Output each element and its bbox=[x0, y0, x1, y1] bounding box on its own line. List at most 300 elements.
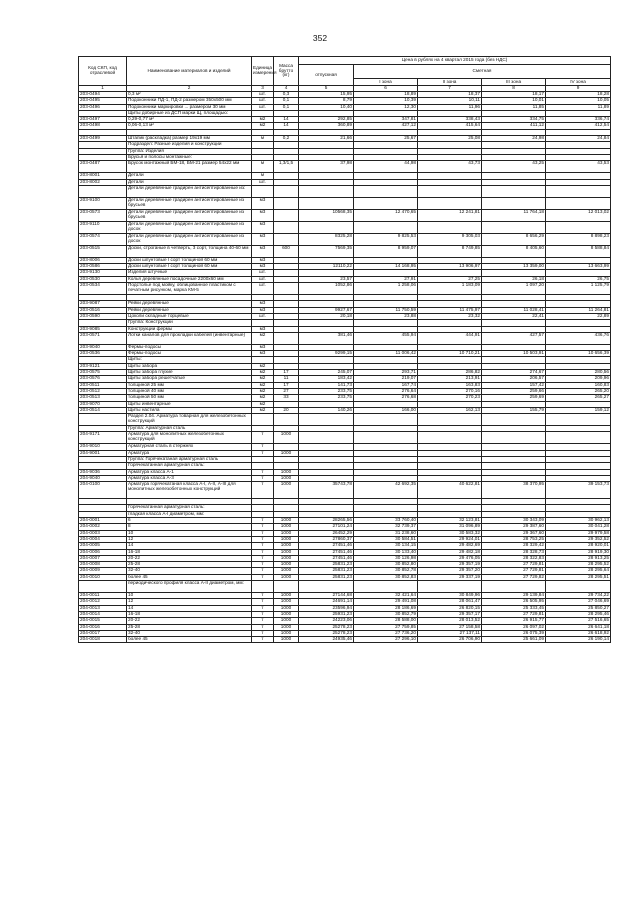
cell-code: 204-0012 bbox=[79, 599, 127, 605]
cell-code: 203-8001 bbox=[79, 173, 127, 179]
cell-code: 203-0497 bbox=[79, 117, 127, 123]
cell-price-otpusk: 1052,86 bbox=[299, 283, 354, 295]
cell-name: 20-22 bbox=[127, 555, 252, 561]
cell-price-otpusk: 9299,15 bbox=[299, 351, 354, 357]
cell-price-otpusk: 25278,23 bbox=[299, 630, 354, 636]
table-row bbox=[79, 283, 611, 295]
cell-price-zone-1: 12 470,65 bbox=[354, 209, 418, 221]
cell-price-zone-2: 9 305,03 bbox=[418, 233, 482, 245]
cell-name: Фермы-подосы bbox=[127, 351, 252, 357]
cell-name: 0,06-0,13 м² bbox=[127, 123, 252, 129]
header-unit: Единица измерения bbox=[252, 57, 274, 86]
cell-price-zone-4: 30 962,13 bbox=[546, 518, 611, 524]
cell-code: 203-0494 bbox=[79, 92, 127, 98]
cell-unit: м bbox=[252, 136, 274, 142]
cell-price-zone-2: 415,64 bbox=[418, 123, 482, 129]
cell-name: 25-28 bbox=[127, 624, 252, 630]
cell-price-zone-2: 444,91 bbox=[418, 332, 482, 344]
cell-mass bbox=[274, 233, 299, 245]
cell-unit: м3 bbox=[252, 197, 274, 209]
cell-mass: 0,1 bbox=[274, 104, 299, 110]
cell-price-zone-3: 24,98 bbox=[482, 136, 546, 142]
cell-name: Группа: Арматурная сталь bbox=[127, 426, 252, 432]
header-zone-2: II зона bbox=[418, 79, 482, 86]
cell-name: 0,29-0,77 м² bbox=[127, 117, 252, 123]
cell-price-zone-2: 11 475,97 bbox=[418, 307, 482, 313]
cell-price-zone-3: 28 328,73 bbox=[482, 549, 546, 555]
cell-name: 12 bbox=[127, 536, 252, 542]
cell-name: Брусья и полосы монтажные: bbox=[127, 154, 252, 160]
cell-unit: м2 bbox=[252, 395, 274, 401]
cell-price-zone-1: 30 584,51 bbox=[354, 536, 418, 542]
cell-unit: т bbox=[252, 593, 274, 599]
cell-code: 203-9121 bbox=[79, 363, 127, 369]
cell-price-zone-4: 43,53 bbox=[546, 161, 611, 173]
cell-mass: 1000 bbox=[274, 637, 299, 643]
cell-price-zone-4: 436,76 bbox=[546, 332, 611, 344]
cell-name: Рейки деревянные bbox=[127, 307, 252, 313]
cell-price-zone-4: 160,83 bbox=[546, 382, 611, 388]
cell-price-zone-4: 29 979,58 bbox=[546, 530, 611, 536]
cell-name: Арматура класса А-1 bbox=[127, 469, 252, 475]
cell-code: 204-0001 bbox=[79, 518, 127, 524]
cell-price-zone-3: 206,57 bbox=[482, 376, 546, 382]
cell-price-zone-3: 1 097,20 bbox=[482, 283, 546, 295]
cell-price-zone-2: 29 337,19 bbox=[418, 574, 482, 580]
cell-price-zone-2: 25,08 bbox=[418, 136, 482, 142]
cell-price-zone-1: 30 852,80 bbox=[354, 562, 418, 568]
cell-price-otpusk: 9927,67 bbox=[299, 307, 354, 313]
cell-name: 16-18 bbox=[127, 549, 252, 555]
cell-unit: т bbox=[252, 475, 274, 481]
cell-price-zone-2: 31 096,89 bbox=[418, 524, 482, 530]
cell-price-otpusk: 24691,14 bbox=[299, 599, 354, 605]
cell-mass bbox=[274, 221, 299, 233]
cell-price-zone-1: 30 852,78 bbox=[354, 568, 418, 574]
cell-mass bbox=[274, 209, 299, 221]
cell-code: 204-9001 bbox=[79, 450, 127, 456]
header-zone-4: IV зона bbox=[546, 79, 611, 86]
cell-price-otpusk: 25831,23 bbox=[299, 568, 354, 574]
cell-price-zone-3: 27 729,81 bbox=[482, 562, 546, 568]
column-number: 2 bbox=[127, 86, 252, 92]
cell-price-zone-3: 259,66 bbox=[482, 388, 546, 394]
column-number: 8 bbox=[482, 86, 546, 92]
cell-price-otpusk: 381,46 bbox=[299, 332, 354, 344]
cell-code: 203-0499 bbox=[79, 136, 127, 142]
cell-price-zone-1: 29 491,08 bbox=[354, 599, 418, 605]
cell-price-zone-3 bbox=[482, 414, 546, 426]
column-number: 5 bbox=[299, 86, 354, 92]
cell-mass: 1000 bbox=[274, 555, 299, 561]
cell-code: 204-0011 bbox=[79, 593, 127, 599]
cell-price-zone-2: 26 706,90 bbox=[418, 637, 482, 643]
cell-price-zone-1 bbox=[354, 581, 418, 593]
cell-name: Арматура для монолитных железобетонных конструкций bbox=[127, 432, 252, 444]
cell-price-otpusk: 23596,94 bbox=[299, 605, 354, 611]
cell-price-zone-2: 11,96 bbox=[418, 104, 482, 110]
cell-code: 203-0574 bbox=[79, 233, 127, 245]
cell-name: Детали bbox=[127, 179, 252, 185]
cell-name: Штапик (раскладка) размер 19х19 мм bbox=[127, 136, 252, 142]
cell-name: 10 bbox=[127, 530, 252, 536]
cell-name: Цоколи складные торцевые bbox=[127, 313, 252, 319]
cell-mass bbox=[274, 283, 299, 295]
cell-name: Арматурная сталь в стержнях bbox=[127, 444, 252, 450]
cell-unit: т bbox=[252, 555, 274, 561]
cell-code: 203-9087 bbox=[79, 301, 127, 307]
cell-price-otpusk: 28265,56 bbox=[299, 518, 354, 524]
cell-price-zone-3: 427,57 bbox=[482, 332, 546, 344]
cell-price-zone-3: 26 075,39 bbox=[482, 630, 546, 636]
cell-price-zone-2: 1 183,09 bbox=[418, 283, 482, 295]
cell-name: толщиной 25 мм bbox=[127, 382, 252, 388]
cell-unit bbox=[252, 414, 274, 426]
cell-price-zone-2: 40 622,81 bbox=[418, 482, 482, 499]
cell-price-otpusk: 23,57 bbox=[299, 276, 354, 282]
cell-price-zone-1: 10,39 bbox=[354, 98, 418, 104]
cell-name: периодического профиля класса А-II диаметром, мм: bbox=[127, 581, 252, 593]
cell-price-zone-4: 11 264,81 bbox=[546, 307, 611, 313]
cell-mass: 1000 bbox=[274, 482, 299, 499]
cell-price-zone-1 bbox=[354, 197, 418, 209]
cell-price-otpusk: 25831,23 bbox=[299, 574, 354, 580]
cell-code: 203-8006 bbox=[79, 257, 127, 263]
cell-price-zone-2 bbox=[418, 414, 482, 426]
cell-price-zone-4: 209,96 bbox=[546, 376, 611, 382]
cell-price-zone-2: 26 820,15 bbox=[418, 605, 482, 611]
cell-mass: 14 bbox=[274, 123, 299, 129]
cell-name: 25-28 bbox=[127, 562, 252, 568]
cell-price-zone-1: 276,68 bbox=[354, 395, 418, 401]
column-number: 9 bbox=[546, 86, 611, 92]
cell-name: Щиты настила bbox=[127, 407, 252, 413]
cell-price-otpusk: 7569,35 bbox=[299, 245, 354, 257]
cell-code: 204-9171 bbox=[79, 432, 127, 444]
cell-price-zone-4: 39 153,73 bbox=[546, 482, 611, 499]
cell-price-zone-4: 27 046,69 bbox=[546, 599, 611, 605]
cell-unit bbox=[252, 581, 274, 593]
cell-price-otpusk: 10,40 bbox=[299, 104, 354, 110]
cell-price-zone-4: 8 588,84 bbox=[546, 245, 611, 257]
cell-price-zone-2: 29 924,01 bbox=[418, 536, 482, 542]
cell-price-zone-3: 29 367,60 bbox=[482, 530, 546, 536]
cell-price-zone-2: 18,37 bbox=[418, 92, 482, 98]
cell-price-zone-3: 43,25 bbox=[482, 161, 546, 173]
cell-price-zone-4: 28 295,64 bbox=[546, 568, 611, 574]
cell-price-zone-2: 30 849,96 bbox=[418, 593, 482, 599]
cell-price-zone-4: 24,84 bbox=[546, 136, 611, 142]
cell-price-zone-1: 11 006,42 bbox=[354, 351, 418, 357]
cell-price-zone-2: 29 357,19 bbox=[418, 562, 482, 568]
cell-code: 204-0008 bbox=[79, 562, 127, 568]
cell-code: 203-9110 bbox=[79, 221, 127, 233]
cell-price-otpusk: 24223,06 bbox=[299, 618, 354, 624]
cell-code: 204-0006 bbox=[79, 549, 127, 555]
cell-unit: т bbox=[252, 562, 274, 568]
cell-name: Щиты забора глухие bbox=[127, 370, 252, 376]
cell-code: 203-0498 bbox=[79, 123, 127, 129]
cell-unit: т bbox=[252, 630, 274, 636]
cell-mass: 0,3 bbox=[274, 92, 299, 98]
cell-unit: м3 bbox=[252, 326, 274, 332]
cell-name: более 45 bbox=[127, 637, 252, 643]
cell-price-zone-3: 274,67 bbox=[482, 370, 546, 376]
cell-price-otpusk: 233,75 bbox=[299, 388, 354, 394]
cell-mass: 1000 bbox=[274, 599, 299, 605]
cell-code: 204-0015 bbox=[79, 618, 127, 624]
cell-name: Щиты забора решетчатые bbox=[127, 376, 252, 382]
cell-code: 203-0571 bbox=[79, 332, 127, 344]
cell-name: 16-18 bbox=[127, 611, 252, 617]
cell-unit: т bbox=[252, 432, 274, 444]
cell-name: 8 bbox=[127, 524, 252, 530]
cell-price-zone-4 bbox=[546, 221, 611, 233]
cell-price-zone-3: 27 729,81 bbox=[482, 568, 546, 574]
cell-price-zone-2: 10 710,21 bbox=[418, 351, 482, 357]
cell-price-zone-4: 25 850,27 bbox=[546, 605, 611, 611]
cell-price-zone-1: 27,91 bbox=[354, 276, 418, 282]
cell-code: 204-0013 bbox=[79, 605, 127, 611]
cell-unit: шт. bbox=[252, 104, 274, 110]
cell-price-zone-4 bbox=[546, 414, 611, 426]
cell-price-zone-1: 167,74 bbox=[354, 382, 418, 388]
cell-name: Раздел 2.04. Арматура товарная для железобетонных конструкций bbox=[127, 414, 252, 426]
table-row bbox=[79, 185, 611, 197]
cell-price-zone-3: 334,75 bbox=[482, 117, 546, 123]
cell-price-zone-2: 28 061,47 bbox=[418, 599, 482, 605]
cell-price-zone-1 bbox=[354, 221, 418, 233]
cell-unit: м2 bbox=[252, 363, 274, 369]
cell-price-zone-3: 157,42 bbox=[482, 382, 546, 388]
cell-price-otpusk: 8,79 bbox=[299, 98, 354, 104]
cell-price-zone-4: 26 190,14 bbox=[546, 637, 611, 643]
header-mass: Масса брутто (кг) bbox=[274, 57, 299, 86]
cell-code: 204-0005 bbox=[79, 543, 127, 549]
cell-mass: 1000 bbox=[274, 593, 299, 599]
cell-price-zone-1: 8 959,07 bbox=[354, 245, 418, 257]
page-number: 352 bbox=[312, 33, 328, 43]
cell-code: 204-0010 bbox=[79, 574, 127, 580]
cell-price-otpusk bbox=[299, 197, 354, 209]
cell-mass bbox=[274, 332, 299, 344]
cell-price-otpusk: 292,85 bbox=[299, 117, 354, 123]
cell-price-zone-1: 219,07 bbox=[354, 376, 418, 382]
cell-unit: м2 bbox=[252, 407, 274, 413]
cell-price-otpusk: 245,07 bbox=[299, 370, 354, 376]
cell-unit: т bbox=[252, 543, 274, 549]
cell-price-zone-1: 30 133,40 bbox=[354, 549, 418, 555]
cell-price-zone-2: 29 482,18 bbox=[418, 549, 482, 555]
cell-price-zone-1: 347,81 bbox=[354, 117, 418, 123]
cell-price-zone-1: 1 258,06 bbox=[354, 283, 418, 295]
cell-price-zone-3: 26 097,02 bbox=[482, 624, 546, 630]
cell-code: 203-0573 bbox=[79, 209, 127, 221]
cell-price-zone-4: 1 125,79 bbox=[546, 283, 611, 295]
table-header bbox=[79, 57, 611, 92]
cell-price-zone-2: 162,13 bbox=[418, 407, 482, 413]
cell-name: Горячекатанная арматурная сталь: bbox=[127, 463, 252, 469]
table-row bbox=[79, 482, 611, 499]
cell-name: Подоконники ПД-1, ПД-2 размером 350х500 мм bbox=[127, 98, 252, 104]
cell-name: Подоконники маркировки ... размером 30 мм bbox=[127, 104, 252, 110]
cell-price-zone-4: 8 898,23 bbox=[546, 233, 611, 245]
cell-name: Детали деревянные градирен антисептированные из досок bbox=[127, 221, 252, 233]
cell-name: 10 bbox=[127, 593, 252, 599]
cell-code: 203-0487 bbox=[79, 161, 127, 173]
cell-price-zone-1: 44,98 bbox=[354, 161, 418, 173]
cell-price-zone-2: 29 357,17 bbox=[418, 611, 482, 617]
cell-name: Группа: Конструкции bbox=[127, 320, 252, 326]
header-zone-3: III зона bbox=[482, 79, 546, 86]
cell-price-otpusk: 183,42 bbox=[299, 376, 354, 382]
cell-unit: т bbox=[252, 444, 274, 450]
cell-price-zone-3: 25 333,45 bbox=[482, 605, 546, 611]
cell-price-zone-3: 22,41 bbox=[482, 313, 546, 319]
cell-name: Арматура горячекатаная класса А-I, А-II, А-III для монолитных железобетонных конструкций bbox=[127, 482, 252, 499]
cell-name: Подраздел: Разные изделия и конструкции bbox=[127, 142, 252, 148]
cell-price-otpusk: 15,95 bbox=[299, 92, 354, 98]
cell-price-zone-4: 26 618,92 bbox=[546, 630, 611, 636]
cell-unit: т bbox=[252, 568, 274, 574]
cell-name: Конструкции фермы bbox=[127, 326, 252, 332]
table-row bbox=[79, 197, 611, 209]
cell-price-otpusk: 8325,28 bbox=[299, 233, 354, 245]
cell-name: Колья деревянные посадочные 2200х60 мм bbox=[127, 276, 252, 282]
cell-code: 204-9010 bbox=[79, 444, 127, 450]
cell-unit: т bbox=[252, 469, 274, 475]
cell-name: более 45 bbox=[127, 574, 252, 580]
cell-unit: т bbox=[252, 482, 274, 499]
cell-name: Детали деревянные градирен антисептированные из брусьев bbox=[127, 197, 252, 209]
cell-price-zone-1: 427,12 bbox=[354, 123, 418, 129]
header-price-group: Цена в рублях на 4 квартал 2015 года (без НДС) bbox=[299, 57, 611, 65]
cell-mass: 20 bbox=[274, 407, 299, 413]
cell-price-otpusk bbox=[299, 221, 354, 233]
cell-code: 204-0014 bbox=[79, 611, 127, 617]
cell-name: 20-22 bbox=[127, 618, 252, 624]
cell-unit: т bbox=[252, 530, 274, 536]
cell-name: 12 bbox=[127, 599, 252, 605]
cell-name: Горячекатанная арматурная сталь: bbox=[127, 505, 252, 511]
cell-price-zone-3: 8 656,29 bbox=[482, 233, 546, 245]
cell-price-zone-2: 30 583,32 bbox=[418, 530, 482, 536]
cell-name: Подстолье под мойку, облицованное пластиком с печатным рисунком, марка КМ-5 bbox=[127, 283, 252, 295]
cell-price-zone-3: 30 343,09 bbox=[482, 518, 546, 524]
cell-price-zone-3: 29 387,60 bbox=[482, 524, 546, 530]
cell-unit: шт. bbox=[252, 179, 274, 185]
column-number: 3 bbox=[252, 86, 274, 92]
cell-price-zone-4: 28 913,25 bbox=[546, 555, 611, 561]
cell-name: 14 bbox=[127, 605, 252, 611]
cell-name: Детали деревянные градирен антисептированные из: bbox=[127, 185, 252, 197]
cell-price-otpusk bbox=[299, 432, 354, 444]
cell-price-zone-3: 26,18 bbox=[482, 276, 546, 282]
cell-price-zone-2: 10,11 bbox=[418, 98, 482, 104]
table-row bbox=[79, 332, 611, 344]
cell-mass: 1000 bbox=[274, 562, 299, 568]
cell-mass: 33 bbox=[274, 395, 299, 401]
cell-code: 203-0516 bbox=[79, 307, 127, 313]
cell-unit: м3 bbox=[252, 264, 274, 270]
price-table bbox=[78, 56, 611, 643]
cell-unit bbox=[252, 185, 274, 197]
cell-price-otpusk: 27144,68 bbox=[299, 593, 354, 599]
cell-unit: м2 bbox=[252, 123, 274, 129]
cell-code: 203-0495 bbox=[79, 98, 127, 104]
cell-mass: 17 bbox=[274, 370, 299, 376]
cell-mass: 1000 bbox=[274, 618, 299, 624]
cell-price-zone-2 bbox=[418, 185, 482, 197]
cell-mass: 1000 bbox=[274, 574, 299, 580]
cell-price-otpusk: 27451,46 bbox=[299, 543, 354, 549]
cell-unit: м2 bbox=[252, 382, 274, 388]
cell-mass: 1000 bbox=[274, 568, 299, 574]
cell-code: 204-9036 bbox=[79, 469, 127, 475]
cell-price-zone-3: 18,17 bbox=[482, 92, 546, 98]
cell-price-zone-4: 159,12 bbox=[546, 407, 611, 413]
cell-price-zone-1: 42 692,35 bbox=[354, 482, 418, 499]
cell-mass: 1000 bbox=[274, 605, 299, 611]
cell-code bbox=[79, 185, 127, 197]
cell-price-zone-2: 27 158,58 bbox=[418, 624, 482, 630]
cell-code: 204-0004 bbox=[79, 536, 127, 542]
cell-mass: 27 bbox=[274, 388, 299, 394]
cell-code: 203-9070 bbox=[79, 401, 127, 407]
cell-price-zone-1: 33 760,40 bbox=[354, 518, 418, 524]
cell-price-zone-2: 270,23 bbox=[418, 395, 482, 401]
table-body bbox=[79, 92, 611, 643]
cell-price-zone-2: 8 749,85 bbox=[418, 245, 482, 257]
table-row bbox=[79, 221, 611, 233]
cell-name: Щиты: bbox=[127, 357, 252, 363]
cell-price-zone-1 bbox=[354, 414, 418, 426]
cell-price-otpusk: 25831,23 bbox=[299, 562, 354, 568]
cell-mass bbox=[274, 581, 299, 593]
cell-unit: м bbox=[252, 161, 274, 173]
cell-price-zone-1: 9 825,53 bbox=[354, 233, 418, 245]
cell-price-zone-1 bbox=[354, 432, 418, 444]
cell-unit: м3 bbox=[252, 307, 274, 313]
cell-unit: т bbox=[252, 524, 274, 530]
cell-mass: 1000 bbox=[274, 524, 299, 530]
cell-unit: т bbox=[252, 618, 274, 624]
cell-name: 0,3 м² bbox=[127, 92, 252, 98]
cell-price-zone-3 bbox=[482, 221, 546, 233]
cell-price-zone-3: 11,85 bbox=[482, 104, 546, 110]
cell-price-zone-2: 29 476,05 bbox=[418, 555, 482, 561]
cell-price-zone-4: 336,74 bbox=[546, 117, 611, 123]
cell-code: 204-0016 bbox=[79, 624, 127, 630]
cell-name: Рейки деревянные bbox=[127, 301, 252, 307]
cell-price-zone-1 bbox=[354, 185, 418, 197]
cell-name: Доски, строганые в четверть, 3 сорт, толщина 40-60 мм bbox=[127, 245, 252, 257]
cell-price-zone-1: 27 759,85 bbox=[354, 624, 418, 630]
cell-price-zone-3: 411,12 bbox=[482, 123, 546, 129]
cell-price-otpusk: 140,26 bbox=[299, 407, 354, 413]
cell-price-zone-4: 26 641,18 bbox=[546, 624, 611, 630]
cell-price-zone-1: 27 296,10 bbox=[354, 637, 418, 643]
cell-name: 32-40 bbox=[127, 568, 252, 574]
cell-mass: 1,3/1,5 bbox=[274, 161, 299, 173]
cell-mass: 1000 bbox=[274, 518, 299, 524]
column-number: 6 bbox=[354, 86, 418, 92]
cell-price-zone-4: 28 295,46 bbox=[546, 611, 611, 617]
cell-price-zone-2: 286,82 bbox=[418, 370, 482, 376]
cell-unit: м2 bbox=[252, 332, 274, 344]
cell-price-zone-1: 25,67 bbox=[354, 136, 418, 142]
cell-price-zone-3: 28 753,25 bbox=[482, 536, 546, 542]
